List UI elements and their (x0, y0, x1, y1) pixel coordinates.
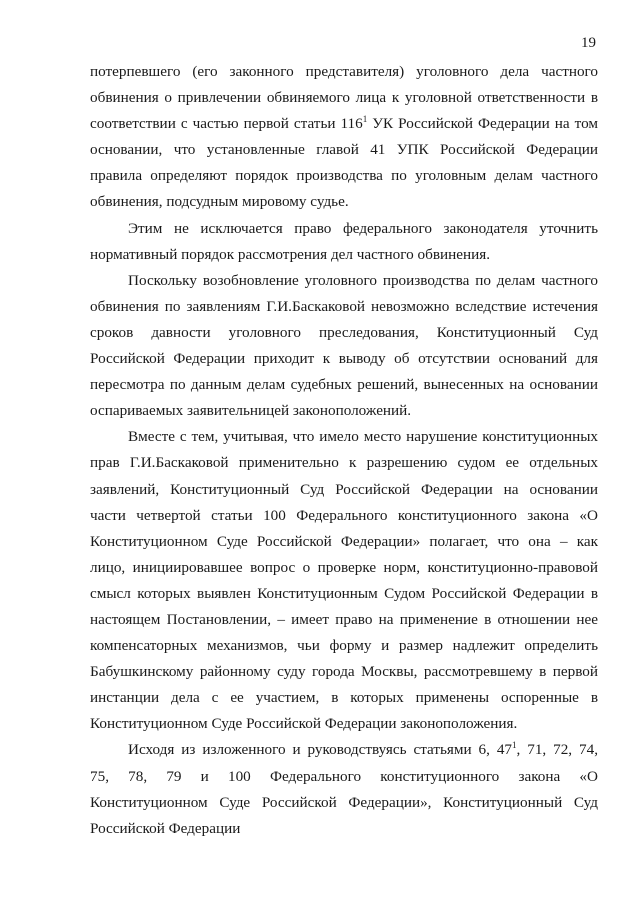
text-line: Поскольку возобновление уголовного производства по делам частного (128, 271, 598, 289)
text-line: Российской Федерации приходит к выводу об отсутствии оснований для (90, 350, 598, 368)
text-line: сроков давности уголовного преследования, Конституционный Суд (90, 323, 598, 341)
text-line: Бабушкинскому районному суду города Москвы, рассмотревшему в первой (90, 663, 598, 681)
paragraph-5 (90, 737, 598, 841)
text-fragment: Исходя из изложенного и руководствуясь статьями 6, 47 (128, 741, 513, 759)
text-line: лицо, инициировавшее вопрос о проверке норм, конституционно-правовой (90, 558, 598, 576)
text-line: правила определяют порядок производства по уголовным делам частного (90, 167, 598, 185)
text-line: компенсаторных механизмов, чьи форму и размер надлежит определить (90, 637, 598, 655)
page-number: 19 (581, 35, 596, 51)
text-line: основании, что установленные главой 41 УПК Российской Федерации (90, 141, 598, 159)
text-line: оспариваемых заявительницей законоположений. (90, 402, 412, 420)
text-line: Конституционном Суде Российской Федерации», Конституционный Суд (90, 793, 598, 811)
text-line (90, 737, 598, 763)
text-fragment: , 71, 72, 74, (516, 741, 598, 759)
text-line: Вместе с тем, учитывая, что имело место нарушение конституционных (128, 428, 598, 446)
text-line: Российской Федерации (90, 819, 241, 837)
text-line: инстанции дела с ее участием, в которых применены оспоренные в (90, 689, 598, 707)
text-line: пересмотра по данным делам судебных решений, вынесенных на основании (90, 376, 598, 394)
document-body (90, 59, 598, 842)
text-line: обвинения о привлечении обвиняемого лица к уголовной ответственности в (90, 89, 598, 107)
text-line: Конституционном Суде Российской Федерации законоположения. (90, 715, 518, 733)
text-line: Конституционном Суде Российской Федерации» полагает, что она – как (90, 532, 598, 550)
text-line: обвинения по заявлениям Г.И.Баскаковой невозможно вследствие истечения (90, 297, 598, 315)
text-fragment: УК Российской Федерации на том (367, 115, 598, 133)
superscript: 1 (512, 740, 517, 751)
text-line: смысл которых выявлен Конституционным Судом Российской Федерации в (90, 584, 598, 602)
text-fragment: соответствии с частью первой статьи 116 (90, 115, 363, 133)
text-line: 75, 78, 79 и 100 Федерального конституционного закона «О (90, 767, 598, 785)
text-line: потерпевшего (его законного представителя) уголовного дела частного (90, 63, 598, 80)
superscript: 1 (362, 114, 368, 125)
text-line: прав Г.И.Баскаковой применительно к разрешению судом ее отдельных (90, 454, 598, 472)
text-line: части четвертой статьи 100 Федерального конституционного закона «О (90, 506, 598, 524)
text-line (90, 111, 598, 137)
text-line: Этим не исключается право федерального законодателя уточнить (128, 219, 598, 237)
paragraph-3 (90, 268, 598, 425)
text-line: заявлений, Конституционный Суд Российской Федерации на основании (90, 480, 598, 498)
paragraph-2 (90, 216, 598, 268)
text-line: настоящем Постановлении, – имеет право на применение в отношении нее (90, 610, 598, 628)
paragraph-1 (90, 59, 598, 216)
text-line: обвинения, подсудным мировому судье. (90, 193, 349, 211)
text-line: нормативный порядок рассмотрения дел частного обвинения. (90, 245, 491, 263)
paragraph-4 (90, 424, 598, 737)
